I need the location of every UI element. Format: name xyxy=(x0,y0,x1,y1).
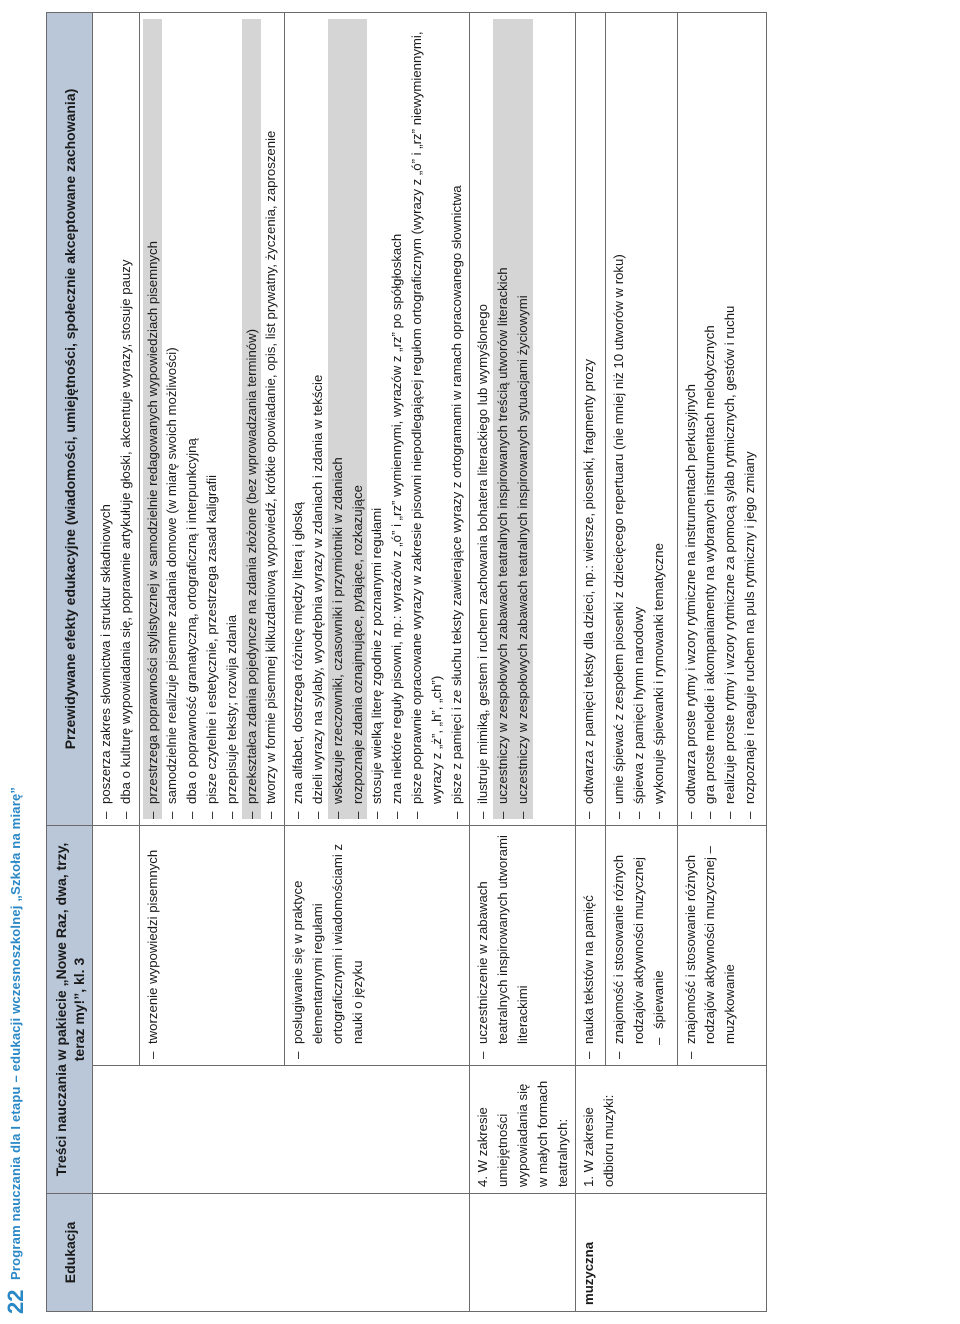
list-item: – uczestniczenie w zabawach teatralnych inspirowanych utworami literackimi xyxy=(473,832,532,1059)
list-item: – pisze poprawnie opracowane wyrazy w zakresie pisowni niepodlegającej regułom ortograficznym (wyrazy z „ó” i „rz” niewymiennymi, wyrazy z „ż”, „h”, „ch”) xyxy=(407,19,447,819)
subject-cell-empty xyxy=(470,1194,576,1312)
effects-cell xyxy=(576,13,766,826)
list-item: – znajomość i stosowanie różnych rodzajów aktywności muzycznej – muzykowanie xyxy=(681,832,740,1059)
list-item: – śpiewanie xyxy=(649,832,669,1059)
table-header-row xyxy=(47,13,93,1312)
area-cell-empty xyxy=(93,1066,470,1194)
list-item: – zna alfabet, dostrzega różnicę między literą i głoską xyxy=(288,19,308,819)
list-item: – dba o kulturę wypowiadania się, poprawnie artykułuje głoski, akcentuje wyrazy, stosuje pauzy xyxy=(116,19,136,819)
list-item: – poszerza zakres słownictwa i struktur składniowych xyxy=(96,19,116,819)
table-row xyxy=(93,13,140,1312)
list-item: – przepisuje teksty; rozwija zdania xyxy=(222,19,242,819)
list-item: – realizuje proste rytmy i wzory rytmiczne za pomocą sylab rytmicznych, gestów i ruchu xyxy=(720,19,740,819)
list-item: – ilustruje mimiką, gestem i ruchem zachowania bohatera literackiego lub wymyślonego xyxy=(473,19,493,819)
list-item: – uczestniczy w zespołowych zabawach teatralnych inspirowanych sytuacjami życiowymi xyxy=(513,19,533,819)
list-item: – uczestniczy w zespołowych zabawach teatralnych inspirowanych treścią utworów literackich xyxy=(493,19,513,819)
list-item: – tworzenie wypowiedzi pisemnych xyxy=(143,832,163,1059)
list-item: – umie śpiewać z zespołem piosenki z dziecięcego repertuaru (nie mniej niż 10 utworów w roku) xyxy=(609,19,629,819)
list-item: – znajomość i stosowanie różnych rodzajów aktywności muzycznej xyxy=(609,832,649,1059)
content-cell xyxy=(470,825,576,1065)
page-number: 22 xyxy=(3,1289,28,1314)
curriculum-table-container xyxy=(46,12,958,1312)
content-cell xyxy=(285,825,470,1065)
content-cell xyxy=(576,825,766,1065)
list-item: – śpiewa z pamięci hymn narodowy xyxy=(629,19,649,819)
subject-cell-empty xyxy=(93,1194,470,1312)
effects-cell xyxy=(285,13,470,826)
page-footer xyxy=(0,0,36,1324)
list-item: – stosuje wielką literę zgodnie z poznanymi regułami xyxy=(367,19,387,819)
content-cell-empty xyxy=(93,825,140,1065)
header-efekty: Przewidywane efekty edukacyjne (wiadomości, umiejętności, społecznie akceptowane zachowania) xyxy=(47,13,93,826)
list-item: – dzieli wyrazy na sylaby, wyodrębnia wyrazy w zdaniach i zdania w tekście xyxy=(308,19,328,819)
effects-cell xyxy=(139,13,285,826)
list-item: – rozpoznaje i reaguje ruchem na puls rytmiczny i jego zmiany xyxy=(740,19,760,819)
list-item: – rozpoznaje zdania oznajmujące, pytające, rozkazujące xyxy=(348,19,368,819)
list-item: – wskazuje rzeczowniki, czasowniki i przymiotniki w zdaniach xyxy=(328,19,348,819)
area-cell: 1. W zakresie odbioru muzyki: xyxy=(576,1066,766,1194)
area-cell: 4. W zakresie umiejętności wypowiadania się w małych formach teatralnych: xyxy=(470,1066,576,1194)
list-item: – zna niektóre reguły pisowni, np.: wyrazów z „ó” i „rz” wymiennymi, wyrazów z „rz” po spółgłoskach xyxy=(387,19,407,819)
header-edukacja: Edukacja xyxy=(47,1194,93,1312)
table-row xyxy=(576,13,766,1312)
subject-cell: muzyczna xyxy=(576,1194,766,1312)
list-item: – wykonuje śpiewanki i rymowanki tematyczne xyxy=(649,19,669,819)
program-title: Program nauczania dla I etapu – edukacji wczesnoszkolnej „Szkoła na miarę” xyxy=(8,786,23,1280)
list-item: – pisze czytelnie i estetycznie, przestrzega zasad kaligrafii xyxy=(202,19,222,819)
effects-cell xyxy=(470,13,576,826)
list-item: – posługiwanie się w praktyce elementarnymi regułami ortograficznymi i wiadomościami z nauki o języku xyxy=(288,832,367,1059)
curriculum-table xyxy=(46,12,767,1312)
table-row xyxy=(470,13,576,1312)
effects-cell xyxy=(93,13,140,826)
list-item: – tworzy w formie pisemnej kilkuzdaniową wypowiedź, krótkie opowiadanie, opis, list prywatny, życzenia, zaproszenie xyxy=(261,19,281,819)
list-item: – przekształca zdania pojedyncze na zdania złożone (bez wprowadzania terminów) xyxy=(242,19,262,819)
list-item: – dba o poprawność gramatyczną, ortograficzną i interpunkcyjną xyxy=(182,19,202,819)
list-item: – odtwarza z pamięci teksty dla dzieci, np.: wiersze, piosenki, fragmenty prozy xyxy=(579,19,599,819)
list-item: – pisze z pamięci i ze słuchu teksty zawierające wyrazy z ortogramami w ramach opracowanego słownictwa xyxy=(447,19,467,819)
content-cell xyxy=(139,825,285,1065)
list-item: – samodzielnie realizuje pisemne zadania domowe (w miarę swoich możliwości) xyxy=(162,19,182,819)
list-item: – przestrzega poprawności stylistycznej w samodzielnie redagowanych wypowiedziach pisemnych xyxy=(143,19,163,819)
list-item: – gra proste melodie i akompaniamenty na wybranych instrumentach melodycznych xyxy=(700,19,720,819)
list-item: – nauka tekstów na pamięć xyxy=(579,832,599,1059)
list-item: – odtwarza proste rytmy i wzory rytmiczne na instrumentach perkusyjnych xyxy=(681,19,701,819)
header-tresci: Treści nauczania w pakiecie „Nowe Raz, dwa, trzy, teraz my!”, kl. 3 xyxy=(47,825,93,1193)
